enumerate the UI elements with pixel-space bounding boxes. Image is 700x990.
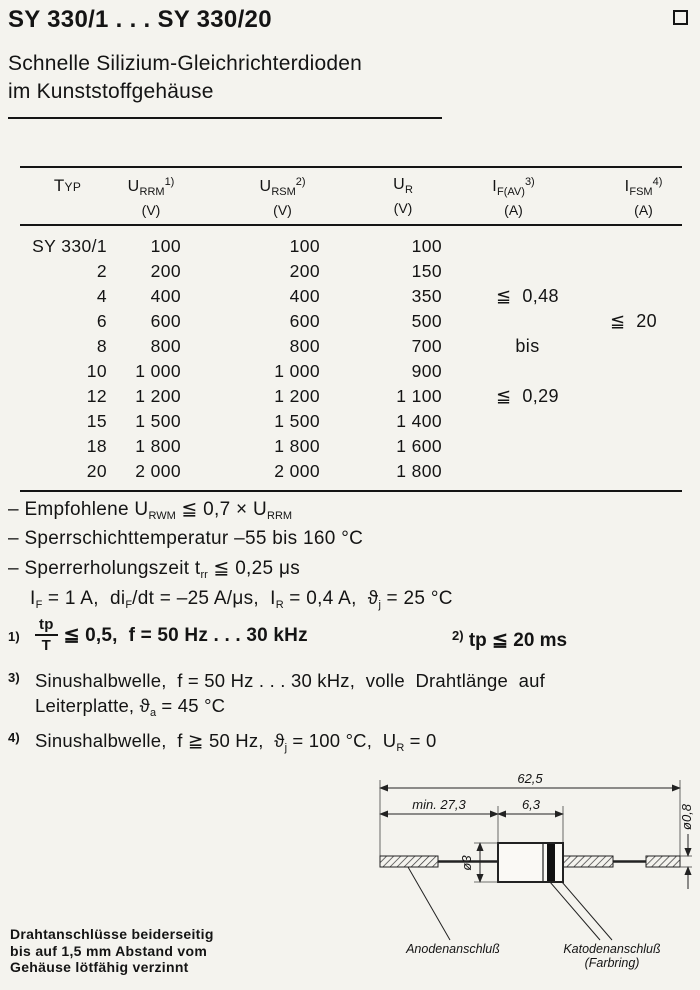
ifav-subscript: F(AV)	[497, 186, 525, 198]
footnote-2-text: tp ≦ 20 ms	[463, 630, 568, 651]
cathode-lead-end	[646, 856, 680, 867]
footnote-4-p1: Sinushalbwelle, f ≧ 50 Hz, ϑ	[35, 730, 285, 751]
cell-ursm: 1 800	[274, 436, 320, 456]
table-row	[20, 459, 682, 484]
note-urwm-mid: ≦ 0,7 × U	[175, 499, 268, 520]
footnote-1-text: ≦ 0,5, f = 50 Hz . . . 30 kHz	[63, 624, 308, 646]
col-header-ifav-label	[470, 176, 557, 198]
table-row	[20, 334, 682, 359]
cell-typ: 20	[86, 461, 107, 481]
cell-typ: 2	[96, 261, 107, 281]
cathode-leader-line-1	[550, 882, 600, 940]
footnote-1	[8, 616, 308, 654]
cell-ifsm: ≦ 20	[609, 311, 658, 331]
table-rule-bottom	[20, 490, 682, 492]
col-header-typ-label: Typ	[53, 176, 82, 195]
fraction-numerator: tp	[35, 616, 58, 636]
ur-symbol: U	[393, 176, 405, 193]
cell-typ: 18	[86, 436, 107, 456]
footnote-1-marker: 1)	[8, 628, 20, 644]
solder-note-line2: bis auf 1,5 mm Abstand vom	[10, 942, 208, 959]
cell-typ: 8	[96, 336, 107, 356]
note-recovery-value: ≦ 0,25 μs	[207, 558, 300, 579]
cell-ifav: ≦ 0,29	[496, 386, 559, 406]
theta-j-subscript: j	[378, 599, 381, 611]
note-cond-p2: = 1 A, di	[42, 588, 126, 609]
col-header-ursm	[215, 176, 350, 218]
col-header-ifav-unit: (A)	[504, 202, 523, 218]
corner-square-icon	[673, 10, 688, 25]
table-row	[20, 259, 682, 284]
cell-urrm: 2 000	[135, 461, 181, 481]
anode-leader-line	[408, 867, 450, 940]
urwm-subscript: RWM	[148, 510, 176, 522]
cell-ur: 900	[411, 361, 442, 381]
solder-note-line3: Gehäuse lötfähig verzinnt	[10, 959, 189, 975]
anode-label: Anodenanschluß	[406, 942, 500, 956]
cell-ursm: 600	[289, 311, 320, 331]
theta-j-subscript-2: j	[284, 742, 288, 754]
ur-subscript-2: R	[396, 742, 405, 754]
cell-urrm: 600	[150, 311, 181, 331]
ursm-subscript: RSM	[271, 186, 296, 198]
cell-ursm: 800	[289, 336, 320, 356]
solder-note	[10, 926, 214, 976]
col-header-ifsm-unit: (A)	[634, 202, 653, 218]
cell-ursm: 100	[289, 236, 320, 256]
dim-body-label: 6,3	[521, 797, 541, 812]
dim-dia-body-label: ø3	[459, 855, 474, 871]
cell-ur: 350	[411, 286, 442, 306]
table-row	[20, 234, 682, 259]
ratings-table	[20, 166, 682, 492]
subtitle-underline	[8, 117, 442, 119]
cell-ur: 500	[411, 311, 442, 331]
if-subscript: F	[35, 599, 43, 611]
cell-ursm: 400	[289, 286, 320, 306]
note-recovery-text: – Sperrerholungszeit t	[8, 558, 201, 579]
cathode-label-farbring: (Farbring)	[584, 956, 640, 970]
solder-note-line1: Drahtanschlüsse beiderseitig	[10, 926, 214, 942]
cell-typ: 10	[86, 361, 107, 381]
cathode-lead	[563, 856, 613, 867]
cell-typ: 12	[86, 386, 107, 406]
col-header-ursm-unit: (V)	[273, 202, 292, 218]
note-cond-p5: = 25 °C	[380, 588, 453, 609]
subtitle-line-1: Schnelle Silizium-Gleichrichterdioden	[8, 52, 363, 75]
footnote-4	[8, 728, 692, 761]
col-header-ifsm-label	[605, 176, 682, 198]
urrm-subscript: RRM	[139, 186, 165, 198]
cell-ur: 1 600	[396, 436, 442, 456]
note-cond-p4: = 0,4 A, ϑ	[283, 588, 379, 609]
footnote-3-line2a: Leiterplatte, ϑ	[35, 695, 150, 716]
note-junction-temp: – Sperrschichttemperatur –55 bis 160 °C	[8, 528, 364, 549]
cathode-leader-line-2	[562, 882, 612, 940]
col-header-ur-label	[350, 176, 456, 196]
table-row	[20, 309, 682, 334]
cell-ursm: 2 000	[274, 461, 320, 481]
page-title: SY 330/1 . . . SY 330/20	[8, 6, 272, 33]
cell-typ: 15	[86, 411, 107, 431]
cell-urrm: 200	[150, 261, 181, 281]
cell-ifav: bis	[515, 336, 540, 356]
ur-subscript: R	[404, 184, 413, 196]
col-header-ifav	[470, 176, 585, 218]
cell-urrm: 100	[150, 236, 181, 256]
footnote-4-text	[35, 728, 692, 761]
footnote-2-marker: 2)	[452, 628, 464, 643]
fraction-denominator: T	[41, 637, 51, 654]
cell-urrm: 1 000	[135, 361, 181, 381]
table-row	[20, 359, 682, 384]
duty-cycle-fraction	[35, 616, 58, 654]
cell-ur: 1 100	[396, 386, 442, 406]
footnote-3-marker: 3)	[8, 670, 20, 685]
trr-subscript: rr	[200, 569, 208, 581]
cell-typ: 4	[96, 286, 107, 306]
note-cond-p3: /dt = –25 A/μs, I	[132, 588, 276, 609]
ifav-footnote-ref: 3)	[524, 176, 535, 188]
cell-urrm: 1 500	[135, 411, 181, 431]
cell-typ: SY 330/1	[32, 236, 107, 256]
if-symbol: I	[30, 588, 36, 609]
cell-ur: 1 800	[396, 461, 442, 481]
cell-ursm: 1 200	[274, 386, 320, 406]
footnote-3-text	[35, 668, 692, 726]
urrm-subscript-2: RRM	[267, 510, 293, 522]
urrm-symbol: U	[127, 178, 140, 195]
footnote-4-p2: = 100 °C, U	[287, 730, 397, 751]
cell-ur: 1 400	[396, 411, 442, 431]
note-recovery-time	[8, 557, 300, 581]
dim-lead-label: min. 27,3	[412, 797, 466, 812]
col-header-typ	[20, 176, 115, 218]
subtitle-line-2: im Kunststoffgehäuse	[8, 80, 214, 103]
table-row	[20, 284, 682, 309]
package-outline-drawing	[350, 772, 695, 977]
ifsm-symbol: I	[624, 178, 630, 195]
dif-subscript: F	[125, 599, 133, 611]
col-header-ur-unit: (V)	[393, 200, 413, 216]
table-body	[20, 226, 682, 490]
table-row	[20, 409, 682, 434]
cell-typ: 6	[96, 311, 107, 331]
footnote-4-marker: 4)	[8, 730, 20, 745]
col-header-ur	[350, 176, 470, 218]
cell-ur: 700	[411, 336, 442, 356]
note-test-conditions	[30, 588, 453, 611]
dim-total-label: 62,5	[517, 772, 543, 786]
ifav-symbol: I	[492, 178, 498, 195]
cathode-label: Katodenanschluß	[563, 942, 661, 956]
footnote-2	[452, 628, 567, 652]
cell-ur: 100	[411, 236, 442, 256]
footnote-3	[8, 668, 692, 726]
ifsm-footnote-ref: 4)	[652, 176, 663, 188]
ifsm-subscript: FSM	[629, 186, 653, 198]
footnote-3-line2b: = 45 °C	[156, 695, 226, 716]
ursm-footnote-ref: 2)	[295, 176, 306, 188]
table-row	[20, 384, 682, 409]
cell-urrm: 400	[150, 286, 181, 306]
cell-ur: 150	[411, 261, 442, 281]
table-row	[20, 434, 682, 459]
cell-urrm: 1 200	[135, 386, 181, 406]
cell-ursm: 1 500	[274, 411, 320, 431]
cathode-band	[547, 844, 555, 881]
note-urwm	[8, 498, 292, 522]
cell-urrm: 800	[150, 336, 181, 356]
col-header-urrm	[115, 176, 215, 218]
urrm-footnote-ref: 1)	[164, 176, 175, 188]
col-header-urrm-label	[115, 176, 187, 198]
ursm-symbol: U	[259, 178, 272, 195]
cell-urrm: 1 800	[135, 436, 181, 456]
cell-ifav: ≦ 0,48	[496, 286, 559, 306]
ir-subscript: R	[275, 599, 284, 611]
cell-ursm: 200	[289, 261, 320, 281]
table-header-row	[20, 168, 682, 224]
footnote-4-p3: = 0	[404, 730, 437, 751]
theta-a-subscript: a	[149, 707, 157, 719]
note-urwm-text: – Empfohlene U	[8, 499, 149, 520]
diode-drawing-svg	[350, 772, 695, 977]
col-header-ifsm	[585, 176, 682, 218]
cell-ursm: 1 000	[274, 361, 320, 381]
page-subtitle	[8, 50, 362, 106]
col-header-ursm-label	[215, 176, 350, 198]
footnote-3-line1: Sinushalbwelle, f = 50 Hz . . . 30 kHz, volle Drahtlänge auf	[35, 670, 545, 691]
dim-dia-wire-label: ø0,8	[679, 803, 694, 830]
col-header-urrm-unit: (V)	[141, 202, 161, 218]
anode-lead	[380, 856, 438, 867]
